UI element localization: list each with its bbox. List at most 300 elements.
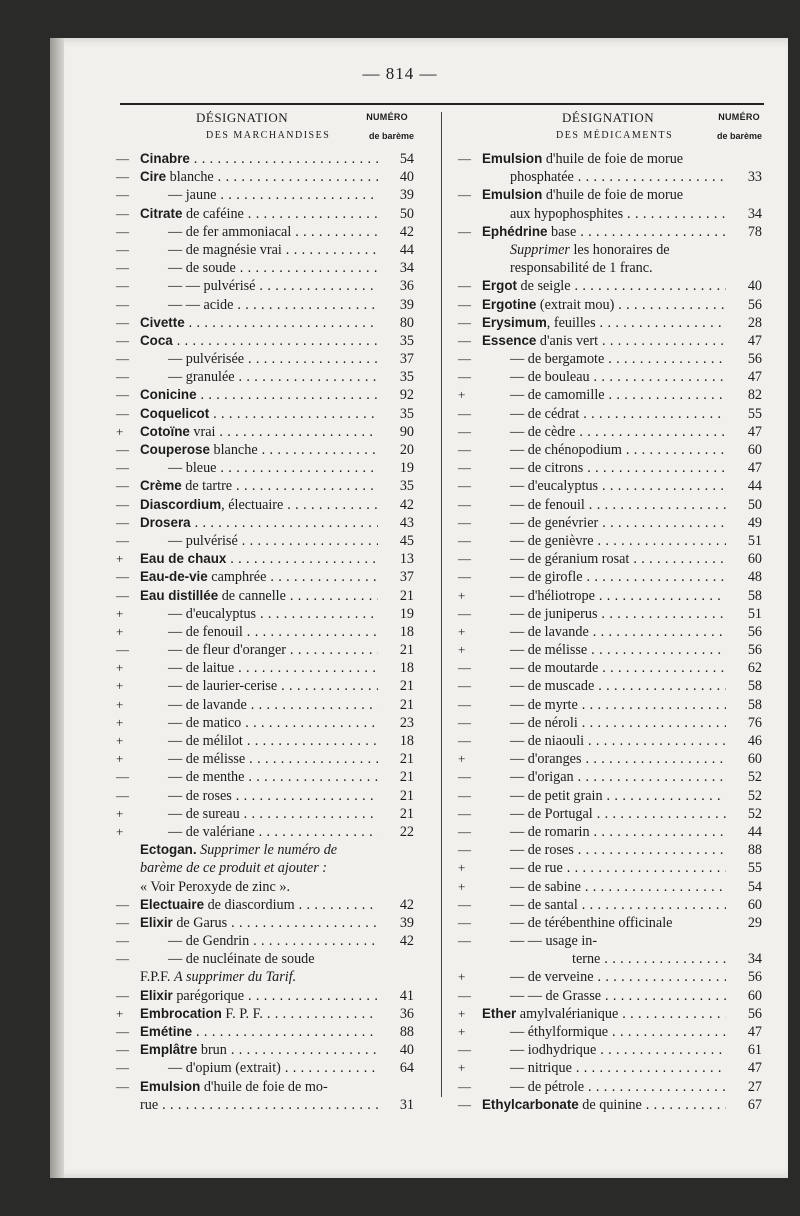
entry-label [482, 587, 726, 605]
list-item [114, 823, 414, 841]
list-item [114, 841, 414, 859]
entry-text: — de magnésie vrai [168, 241, 282, 258]
list-item [114, 205, 414, 223]
entry-sign: — [458, 442, 471, 457]
list-item [114, 423, 414, 441]
list-item [456, 296, 762, 314]
entry-sign: + [116, 823, 124, 839]
designation-subheading: DES MÉDICAMENTS [556, 130, 674, 141]
entry-text: — de niaouli [510, 733, 585, 749]
entry-name: Essence [482, 332, 537, 348]
list-item [114, 987, 414, 1005]
list-item [114, 259, 414, 277]
entry-text: — de cédrat [510, 405, 580, 422]
entry-sign: + [458, 878, 466, 894]
entry-text: responsabilité de 1 franc. [510, 260, 653, 277]
entry-number: 21 [399, 696, 414, 713]
entry-number: 43 [399, 514, 414, 531]
entry-number: 39 [399, 914, 414, 931]
entry-sign: — [116, 532, 129, 548]
entry-sign: — [458, 187, 471, 203]
entry-text: F. P. F. [221, 1005, 263, 1022]
entry-label [482, 386, 726, 404]
list-item [456, 368, 762, 386]
entry-sign: — [116, 332, 129, 348]
entry-label [140, 823, 378, 841]
list-item [456, 1023, 762, 1041]
entry-label [482, 1059, 726, 1077]
entry-text: — de cèdre [510, 423, 576, 440]
entry-label [140, 587, 378, 605]
entry-text: de Garus [172, 914, 228, 931]
entry-text: — de soude [168, 260, 236, 277]
list-item [114, 1041, 414, 1059]
list-item [456, 750, 762, 768]
entry-label [482, 1041, 726, 1059]
entry-text: rue [140, 1096, 159, 1113]
entry-text: — de verveine [510, 969, 594, 986]
entry-number: 40 [399, 169, 414, 186]
list-item [114, 1005, 414, 1023]
entry-name: Crème [140, 478, 182, 494]
list-item [456, 677, 762, 695]
list-item [114, 732, 414, 750]
entry-label [482, 714, 726, 732]
entry-label [140, 1023, 378, 1041]
list-item [114, 659, 414, 677]
entry-label [140, 1078, 378, 1096]
entry-number: 51 [747, 532, 762, 549]
entry-number: 64 [399, 1060, 414, 1077]
list-item [114, 477, 414, 495]
entry-name: Embrocation [140, 1005, 222, 1021]
entry-label [482, 750, 726, 768]
entry-number: 56 [747, 351, 762, 368]
entry-number: 35 [399, 332, 414, 349]
entry-text: — de Portugal [510, 805, 593, 822]
entry-label [140, 805, 378, 823]
entry-label [482, 223, 726, 241]
entry-number: 58 [747, 587, 762, 604]
entry-label [140, 1096, 378, 1114]
entry-name: Couperose [140, 442, 210, 457]
entry-number: 27 [747, 1078, 762, 1095]
entry-number: 19 [399, 460, 414, 477]
entry-text: — de myrte [510, 696, 578, 713]
entry-label [482, 168, 726, 186]
entry-label [482, 641, 726, 659]
entry-number: 35 [399, 369, 414, 386]
entry-sign: — [458, 805, 471, 821]
entry-text: d'huile de foie de morue [542, 187, 684, 204]
entry-label [140, 368, 378, 386]
numero-heading: NUMÉRO [366, 112, 408, 122]
entry-number: 21 [399, 587, 414, 604]
entry-sign: — [458, 660, 471, 676]
entry-text: — de sabine [510, 878, 581, 895]
entry-label [482, 950, 726, 968]
bareme-heading: de barème [716, 131, 762, 141]
entry-number: 67 [747, 1096, 762, 1113]
entry-sign: — [458, 369, 471, 385]
list-item [456, 1078, 762, 1096]
entry-text: de cannelle [218, 587, 286, 604]
entry-sign: + [458, 623, 466, 639]
entry-label [140, 441, 378, 459]
entry-number: 18 [399, 623, 414, 640]
entry-sign: — [458, 823, 471, 839]
entry-sign: — [116, 223, 129, 239]
entry-sign: + [116, 1005, 124, 1021]
entry-sign: — [116, 442, 129, 457]
entry-number: 44 [747, 823, 762, 840]
entry-label [140, 859, 378, 877]
entry-number: 18 [399, 733, 414, 749]
list-item [456, 987, 762, 1005]
designation-heading: DÉSIGNATION [196, 110, 289, 125]
entry-number: 88 [399, 1024, 414, 1040]
entry-sign: — [116, 241, 129, 257]
list-item [114, 1023, 414, 1041]
entry-sign: — [458, 151, 471, 166]
entry-label [140, 532, 378, 550]
entry-text: — de laitue [168, 660, 235, 677]
entry-sign: — [458, 551, 471, 567]
list-item [456, 205, 762, 223]
entry-label [482, 841, 726, 859]
entry-name: Citrate [140, 205, 183, 221]
entry-label [140, 514, 378, 532]
entry-name: Emulsion [140, 1078, 201, 1094]
list-item [456, 914, 762, 932]
entry-text: camphrée [207, 569, 267, 586]
entry-sign: — [116, 914, 129, 930]
entry-label [482, 878, 726, 896]
list-item [456, 477, 762, 495]
entry-sign: — [458, 423, 471, 439]
entry-sign: — [458, 332, 471, 348]
entry-number: 13 [399, 551, 414, 568]
list-item [114, 1078, 414, 1096]
entry-number: 80 [399, 314, 414, 331]
entry-text: base [547, 223, 577, 240]
list-item [456, 896, 762, 914]
entry-text: — de santal [510, 896, 578, 913]
entry-sign: + [458, 587, 466, 603]
entry-number: 58 [747, 678, 762, 695]
entry-label [482, 968, 726, 986]
entry-name: Erysimum [482, 314, 547, 330]
entry-text: les honoraires de [569, 241, 670, 258]
list-item [114, 350, 414, 368]
entry-sign: — [458, 605, 471, 621]
list-item [114, 332, 414, 350]
entry-number: 34 [399, 260, 414, 277]
entry-note: barème de ce produit et ajouter : [140, 860, 328, 877]
entry-sign: + [458, 969, 466, 985]
entry-number: 19 [399, 605, 414, 622]
entry-number: 47 [747, 332, 762, 349]
entry-name: Emplâtre [140, 1042, 198, 1058]
list-item [114, 277, 414, 295]
entry-text: — de fenouil [510, 496, 585, 513]
entry-label [482, 1096, 726, 1114]
entry-text: — éthylformique [510, 1024, 609, 1040]
entry-label [482, 150, 726, 168]
entry-number: 60 [747, 896, 762, 913]
entry-text: — d'eucalyptus [510, 478, 599, 495]
entry-number: 56 [747, 296, 762, 313]
list-item [456, 968, 762, 986]
list-item [114, 223, 414, 241]
entry-label [482, 805, 726, 823]
entry-number: 35 [399, 405, 414, 422]
entry-number: 60 [747, 751, 762, 768]
entry-number: 60 [747, 551, 762, 568]
entry-number: 21 [399, 642, 414, 659]
entry-text: — de pétrole [510, 1078, 585, 1095]
entry-name: Elixir [140, 914, 173, 930]
entry-label [482, 787, 726, 805]
entry-sign: — [116, 351, 129, 367]
entry-label [140, 277, 378, 295]
entry-sign: — [116, 896, 129, 912]
entry-text: — de sureau [168, 805, 240, 822]
entry-label [140, 932, 378, 950]
entry-sign: + [116, 805, 124, 821]
list-item [456, 1005, 762, 1023]
entry-sign: — [116, 1042, 129, 1058]
entry-sign: — [458, 987, 471, 1003]
entry-name: Cinabre [140, 151, 190, 166]
numero-heading: NUMÉRO [718, 112, 760, 122]
entry-sign: — [116, 314, 129, 330]
entry-text: aux hypophosphites [510, 205, 624, 222]
entry-sign: — [116, 496, 129, 512]
entry-number: 52 [747, 769, 762, 786]
list-item [456, 423, 762, 441]
entry-label [482, 568, 726, 586]
entry-number: 49 [747, 514, 762, 531]
entry-label [140, 423, 378, 441]
entry-sign: — [458, 787, 471, 803]
list-item [456, 223, 762, 241]
page-edge-shadow [50, 38, 64, 1178]
list-item [456, 386, 762, 404]
list-item [114, 1059, 414, 1077]
entry-sign: + [116, 605, 124, 621]
entry-number: 76 [747, 714, 762, 731]
list-item [114, 932, 414, 950]
list-item [456, 823, 762, 841]
entry-text: — de roses [510, 842, 574, 859]
entry-text: — de valériane [168, 823, 255, 840]
entry-label [140, 641, 378, 659]
entry-number: 31 [399, 1096, 414, 1113]
list-item [456, 932, 762, 950]
entry-text: — de bergamote [510, 351, 605, 368]
left-column-header [114, 110, 414, 150]
entry-name: Eau de chaux [140, 551, 227, 567]
list-item [456, 314, 762, 332]
list-item [114, 296, 414, 314]
entry-sign: — [116, 478, 129, 494]
entry-text: — de matico [168, 714, 242, 731]
entry-label [482, 605, 726, 623]
entry-text: — de Gendrin [168, 933, 250, 950]
entry-text: — — usage in- [510, 933, 598, 950]
entry-label [482, 423, 726, 441]
entry-number: 18 [399, 660, 414, 677]
entry-number: 50 [399, 205, 414, 222]
list-item [114, 514, 414, 532]
entry-text: — de mélilot [168, 733, 243, 749]
list-item [456, 659, 762, 677]
entry-sign: — [116, 951, 129, 967]
entry-number: 47 [747, 1024, 762, 1040]
entry-label [140, 659, 378, 677]
entry-text: brun [197, 1042, 227, 1059]
entry-label [140, 1041, 378, 1059]
list-item [114, 168, 414, 186]
entry-label [140, 768, 378, 786]
entry-label [140, 878, 378, 896]
list-item [114, 968, 414, 986]
entry-sign: — [458, 223, 471, 239]
entry-text: de tartre [181, 478, 233, 495]
list-item [114, 768, 414, 786]
list-item [456, 441, 762, 459]
entry-label [140, 914, 378, 932]
entry-label [482, 677, 726, 695]
entry-text: — iodhydrique [510, 1042, 597, 1059]
entry-number: 37 [399, 351, 414, 368]
entry-label [482, 441, 726, 459]
entry-sign: + [116, 751, 124, 767]
entry-sign: — [458, 478, 471, 494]
right-entries [456, 150, 762, 1114]
entry-label [140, 350, 378, 368]
entry-label [140, 1005, 378, 1023]
list-item [456, 1059, 762, 1077]
entry-number: 56 [747, 642, 762, 659]
entry-text: d'huile de foie de morue [542, 151, 684, 167]
entry-text: — de camomille [510, 387, 605, 404]
list-item [114, 550, 414, 568]
entry-label [482, 186, 726, 204]
entry-text: terne [572, 951, 601, 968]
entry-text: amylvalérianique [516, 1005, 619, 1022]
entry-text: — de muscade [510, 678, 595, 695]
entry-label [140, 568, 378, 586]
entry-label [140, 314, 378, 332]
entry-sign: — [458, 532, 471, 548]
entry-label [140, 259, 378, 277]
entry-sign: + [116, 423, 124, 439]
entry-number: 22 [399, 823, 414, 840]
entry-sign: — [458, 405, 471, 421]
entry-sign: — [458, 460, 471, 476]
entry-number: 48 [747, 569, 762, 586]
entry-text: — de genévrier [510, 514, 599, 531]
entry-label [482, 932, 726, 950]
entry-name: Coca [140, 332, 173, 348]
entry-number: 40 [399, 1042, 414, 1059]
entry-label [140, 332, 378, 350]
list-item [114, 368, 414, 386]
entry-label [482, 296, 726, 314]
entry-sign: + [116, 714, 124, 730]
entry-label [482, 1023, 726, 1041]
list-item [114, 386, 414, 404]
list-item [114, 241, 414, 259]
list-item [456, 332, 762, 350]
entry-label [482, 987, 726, 1005]
bareme-heading: de barème [368, 131, 414, 141]
entry-sign: — [458, 314, 471, 330]
list-item [456, 859, 762, 877]
entry-label [140, 987, 378, 1005]
entry-label [482, 332, 726, 350]
entry-sign: — [458, 514, 471, 530]
entry-number: 56 [747, 969, 762, 986]
entry-sign: — [116, 987, 129, 1003]
entry-sign: — [458, 351, 471, 367]
entry-name: Eau distillée [140, 587, 219, 603]
entry-text: — de laurier-cerise [168, 678, 278, 695]
entry-number: 40 [747, 278, 762, 295]
entry-sign: — [116, 587, 129, 603]
entry-sign: — [458, 896, 471, 912]
entry-text: — — acide [168, 296, 234, 313]
list-item [114, 459, 414, 477]
entry-number: 54 [399, 151, 414, 167]
entry-number: 21 [399, 805, 414, 822]
entry-name: Coquelicot [140, 405, 210, 421]
entry-text: — pulvérisé [168, 532, 238, 549]
entry-name: Conicine [140, 387, 197, 403]
entry-label [482, 623, 726, 641]
entry-text: — — pulvérisé [168, 278, 256, 295]
entry-number: 47 [747, 423, 762, 440]
entry-text: — de bouleau [510, 369, 590, 386]
entry-sign: — [116, 278, 129, 294]
entry-name: Emulsion [482, 187, 543, 203]
entry-number: 47 [747, 369, 762, 386]
list-item [114, 787, 414, 805]
column-divider [441, 112, 442, 1097]
entry-text: — de géranium rosat [510, 551, 630, 568]
entry-sign: — [116, 787, 129, 803]
entry-text: phosphatée [510, 169, 574, 186]
list-item [114, 859, 414, 877]
entry-label [482, 368, 726, 386]
list-item [114, 750, 414, 768]
entry-sign: — [458, 769, 471, 785]
entry-number: 23 [399, 714, 414, 731]
list-item [114, 623, 414, 641]
entry-number: 45 [399, 532, 414, 549]
entry-label [482, 259, 726, 277]
entry-label [140, 296, 378, 314]
entry-text: — de fenouil [168, 623, 243, 640]
entry-text: — de lavande [168, 696, 247, 713]
list-item [114, 496, 414, 514]
entry-label [140, 150, 378, 168]
list-item [456, 950, 762, 968]
list-item [114, 714, 414, 732]
entry-number: 21 [399, 751, 414, 768]
